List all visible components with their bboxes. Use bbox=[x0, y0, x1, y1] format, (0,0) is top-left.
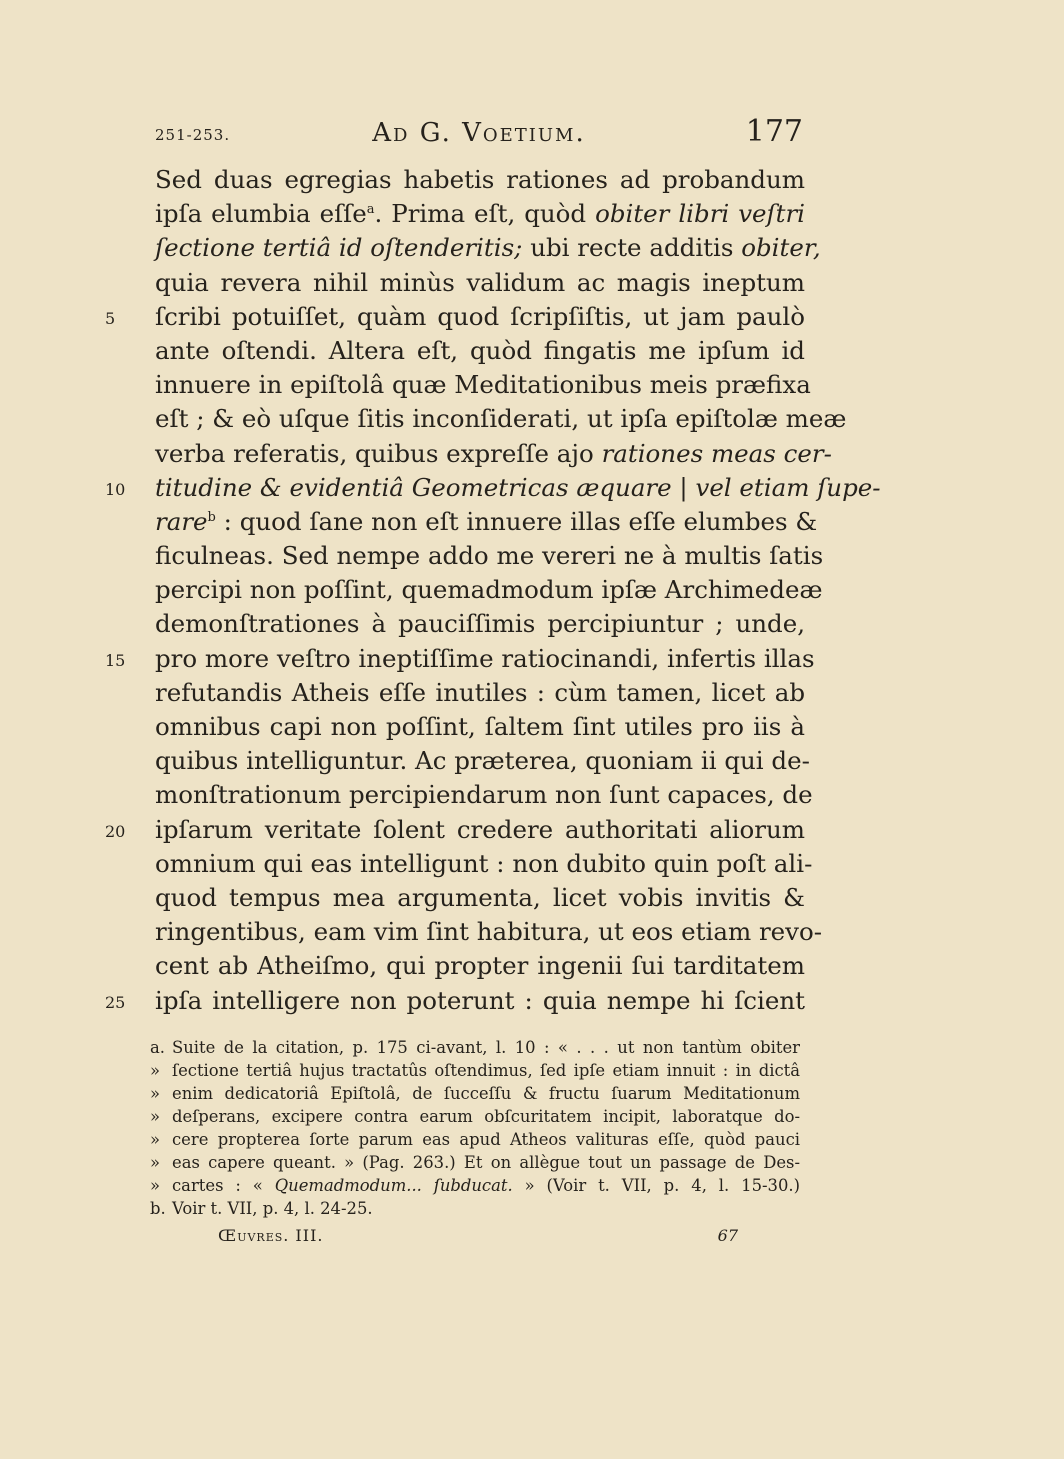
line-number: 20 bbox=[105, 821, 126, 841]
signature-number: 67 bbox=[717, 1226, 738, 1245]
footnote-marker: » bbox=[150, 1107, 161, 1126]
footnotes bbox=[150, 1036, 800, 1220]
italic-text: Quemadmodum... ſubducat. bbox=[274, 1176, 513, 1195]
text-line bbox=[155, 881, 805, 915]
text-segment: cartes : « bbox=[172, 1176, 275, 1195]
running-title: Ad G. Voetium. bbox=[372, 118, 586, 148]
text-line bbox=[155, 402, 847, 436]
text-segment: ipſarum veritate ſolent credere authoritati aliorum bbox=[155, 814, 805, 844]
text-segment: Voir t. VII, p. 4, l. 24-25. bbox=[172, 1199, 373, 1218]
line-number: 15 bbox=[105, 650, 126, 670]
signature-mark: Œuvres. III. bbox=[218, 1226, 324, 1245]
footnote-line bbox=[150, 1082, 800, 1105]
text-line bbox=[155, 915, 823, 949]
italic-text: obiter, bbox=[741, 233, 821, 263]
text-segment: monſtrationum percipiendarum non ſunt capaces, de bbox=[155, 780, 813, 810]
italic-text: ſectione tertiâ id oſtenderitis; bbox=[155, 233, 523, 263]
text-segment: ficulneas. Sed nempe addo me vereri ne à multis ſatis bbox=[155, 541, 824, 571]
footnote-line bbox=[150, 1059, 800, 1082]
text-segment: refutandis Atheis eſſe inutiles : cùm tamen, licet ab bbox=[155, 677, 805, 707]
footnote-line bbox=[150, 1105, 800, 1128]
italic-text: rationes meas cer- bbox=[601, 438, 832, 468]
footnote-marker: » bbox=[150, 1084, 161, 1103]
text-segment: quia revera nihil minùs validum ac magis ineptum bbox=[155, 267, 805, 297]
text-line bbox=[155, 847, 813, 881]
text-segment: quod tempus mea argumenta, licet vobis invitis & bbox=[155, 882, 805, 912]
text-line bbox=[155, 778, 813, 812]
footnote-marker: a. bbox=[150, 1038, 165, 1057]
text-segment: ringentibus, eam vim ſint habitura, ut eos etiam revo- bbox=[155, 917, 823, 947]
text-segment: quibus intelliguntur. Ac præterea, quoniam ii qui de- bbox=[155, 746, 810, 776]
footnote-reference: a bbox=[366, 202, 375, 218]
footnote-marker: » bbox=[150, 1176, 161, 1195]
text-line bbox=[155, 539, 824, 573]
text-line bbox=[105, 642, 815, 676]
footnote-marker: b. bbox=[150, 1199, 166, 1218]
footnote-line bbox=[150, 1036, 800, 1059]
text-segment: ipſa elumbia eſſe bbox=[155, 199, 367, 229]
text-segment: omnium qui eas intelligunt : non dubito quin poſt ali- bbox=[155, 848, 813, 878]
footnote-marker: » bbox=[150, 1153, 161, 1172]
footnote-line bbox=[150, 1174, 800, 1197]
signature-line bbox=[218, 1226, 738, 1250]
text-line bbox=[155, 266, 805, 300]
text-line bbox=[105, 300, 805, 334]
text-segment: . Prima eſt, quòd bbox=[374, 199, 596, 229]
line-number: 25 bbox=[105, 992, 126, 1012]
footnote-marker: » bbox=[150, 1130, 161, 1149]
text-line bbox=[155, 744, 810, 778]
running-head bbox=[155, 114, 803, 154]
text-line bbox=[155, 710, 805, 744]
footnote-line bbox=[150, 1197, 800, 1220]
text-segment: omnibus capi non poſſint, ſaltem ſint utiles pro iis à bbox=[155, 712, 805, 741]
text-line bbox=[155, 163, 805, 197]
text-line bbox=[155, 949, 805, 983]
text-segment: demonſtrationes à pauciſſimis percipiuntur ; unde, bbox=[155, 609, 805, 639]
italic-text: obiter libri veſtri bbox=[595, 199, 806, 229]
text-segment: pro more veſtro ineptiſſime ratiocinandi, infertis illas bbox=[155, 643, 815, 673]
line-number: 10 bbox=[105, 479, 126, 499]
text-segment: : quod ſane non eſt innuere illas eſſe elumbes & bbox=[215, 506, 818, 536]
text-segment: ſcribi potuiſſet, quàm quod ſcripſiſtis, ut jam paulò bbox=[155, 301, 805, 331]
text-line bbox=[155, 368, 811, 402]
line-number: 5 bbox=[105, 308, 116, 328]
text-segment: ante oſtendi. Altera eſt, quòd fingatis me ipſum id bbox=[155, 335, 805, 365]
italic-text: rare bbox=[155, 506, 208, 536]
text-segment: deſperans, excipere contra earum obſcuritatem incipit, laboratque do- bbox=[172, 1107, 800, 1126]
text-segment: » (Voir t. VII, p. 4, l. 15-30.) bbox=[512, 1176, 800, 1195]
text-segment: cent ab Atheiſmo, qui propter ingenii ſui tarditatem bbox=[155, 951, 805, 981]
text-segment: enim dedicatoriâ Epiſtolâ, de ſucceſſu & fructu ſuarum Meditationum bbox=[172, 1084, 800, 1103]
main-text bbox=[105, 163, 881, 1018]
footnote-line bbox=[150, 1128, 800, 1151]
text-segment: innuere in epiſtolâ quæ Meditationibus meis præfixa bbox=[155, 370, 811, 400]
text-segment: eſt ; & eò uſque ſitis inconſiderati, ut ipſa epiſtolæ meæ bbox=[155, 404, 847, 434]
footnote-line bbox=[150, 1151, 800, 1174]
text-line bbox=[155, 437, 832, 471]
text-line bbox=[155, 676, 805, 710]
text-line bbox=[105, 471, 881, 505]
italic-text: titudine & evidentiâ Geometricas æquare | vel etiam ſupe- bbox=[155, 472, 881, 502]
page-range: 251-253. bbox=[155, 126, 231, 144]
text-segment: ipſa intelligere non poterunt : quia nempe hi ſcient bbox=[155, 985, 805, 1015]
text-segment: ſectione tertiâ hujus tractatûs oſtendimus, ſed ipſe etiam innuit : in dictâ bbox=[172, 1061, 800, 1080]
text-line bbox=[155, 505, 818, 539]
text-line bbox=[155, 334, 805, 368]
text-segment: ubi recte additis bbox=[522, 233, 742, 263]
text-segment: cere propterea ſorte parum eas apud Atheos valituras eſſe, quòd pauci bbox=[172, 1130, 800, 1149]
footnote-reference: b bbox=[207, 509, 216, 525]
page-number: 177 bbox=[745, 114, 803, 149]
text-segment: eas capere queant. » (Pag. 263.) Et on allègue tout un passage de Des- bbox=[172, 1153, 800, 1172]
text-line bbox=[105, 813, 805, 847]
text-line bbox=[155, 197, 805, 231]
text-segment: Sed duas egregias habetis rationes ad probandum bbox=[155, 165, 805, 194]
text-line bbox=[105, 984, 805, 1018]
text-segment: verba referatis, quibus expreſſe ajo bbox=[155, 438, 602, 468]
text-line bbox=[155, 231, 821, 265]
text-segment: Suite de la citation, p. 175 ci-avant, l. 10 : « . . . ut non tantùm obiter bbox=[172, 1038, 800, 1057]
text-line bbox=[155, 607, 805, 641]
footnote-marker: » bbox=[150, 1061, 161, 1080]
text-line bbox=[155, 573, 823, 607]
text-segment: percipi non poſſint, quemadmodum ipſæ Archimedeæ bbox=[155, 575, 823, 605]
